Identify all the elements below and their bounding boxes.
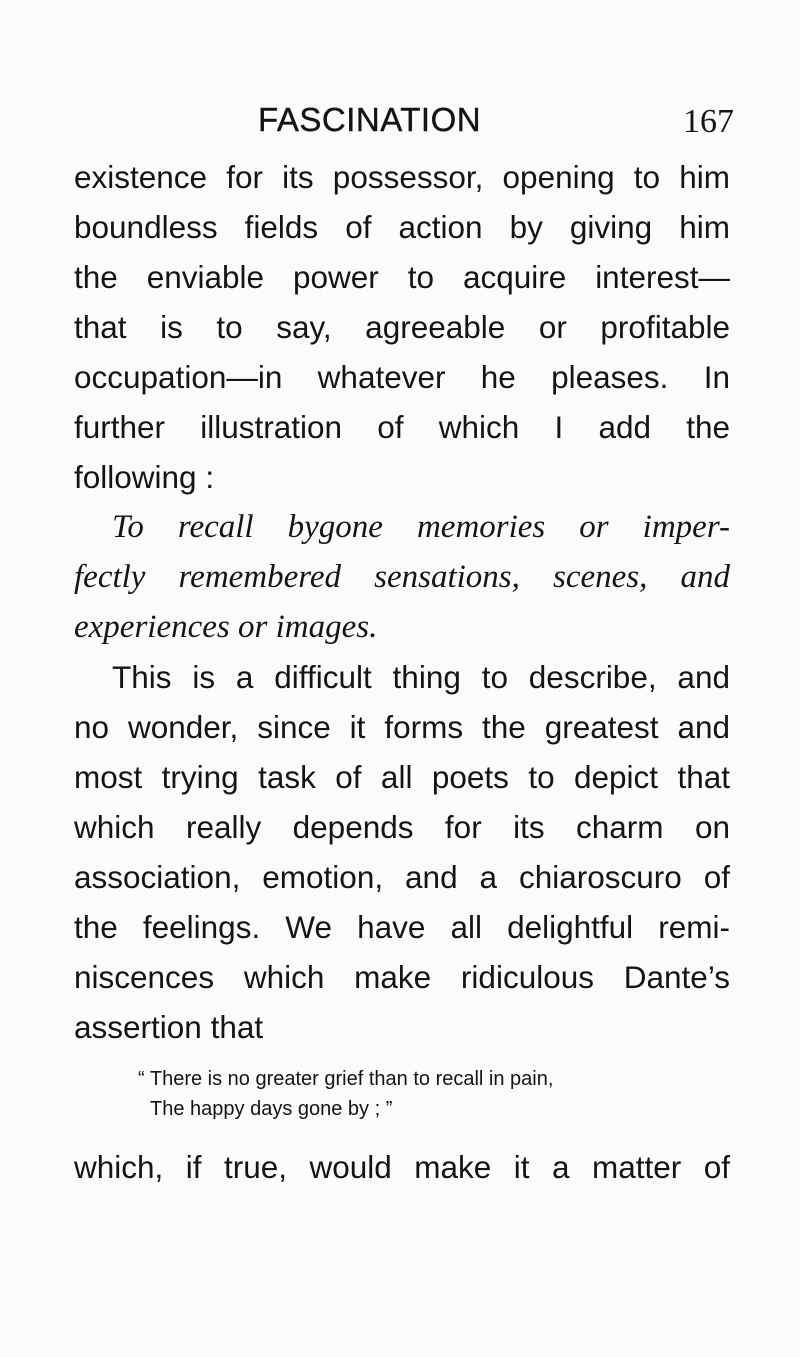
body-line: occupation—in whatever he pleases. In: [74, 359, 730, 395]
body-line: further illustration of which I add the: [74, 409, 730, 445]
quote-line: The happy days gone by ; ”: [150, 1098, 393, 1120]
body-line: assertion that: [74, 1009, 264, 1045]
body-line: most trying task of all poets to depict that: [74, 759, 730, 795]
page-number: 167: [683, 103, 734, 140]
italic-heading-line: experiences or images.: [74, 609, 378, 645]
quote-line: “ There is no greater grief than to recall in pain,: [138, 1068, 554, 1090]
body-line: association, emotion, and a chiaroscuro of: [74, 859, 730, 895]
body-line: This is a difficult thing to describe, and: [112, 659, 730, 695]
body-line: boundless fields of action by giving him: [74, 209, 730, 245]
body-line: existence for its possessor, opening to him: [74, 159, 730, 195]
italic-heading-line: To recall bygone memories or imper-: [112, 509, 730, 545]
body-line: the feelings. We have all delightful remi-: [74, 909, 730, 945]
body-line: which, if true, would make it a matter of: [74, 1149, 730, 1185]
running-title: FASCINATION: [258, 101, 482, 138]
body-line: that is to say, agreeable or profitable: [74, 309, 730, 345]
body-line: niscences which make ridiculous Dante’s: [74, 959, 730, 995]
body-line: no wonder, since it forms the greatest and: [74, 709, 730, 745]
italic-heading-line: fectly remembered sensations, scenes, and: [74, 559, 730, 595]
body-line: the enviable power to acquire interest—: [74, 259, 730, 295]
body-line: following :: [74, 459, 215, 495]
body-line: which really depends for its charm on: [74, 809, 730, 845]
